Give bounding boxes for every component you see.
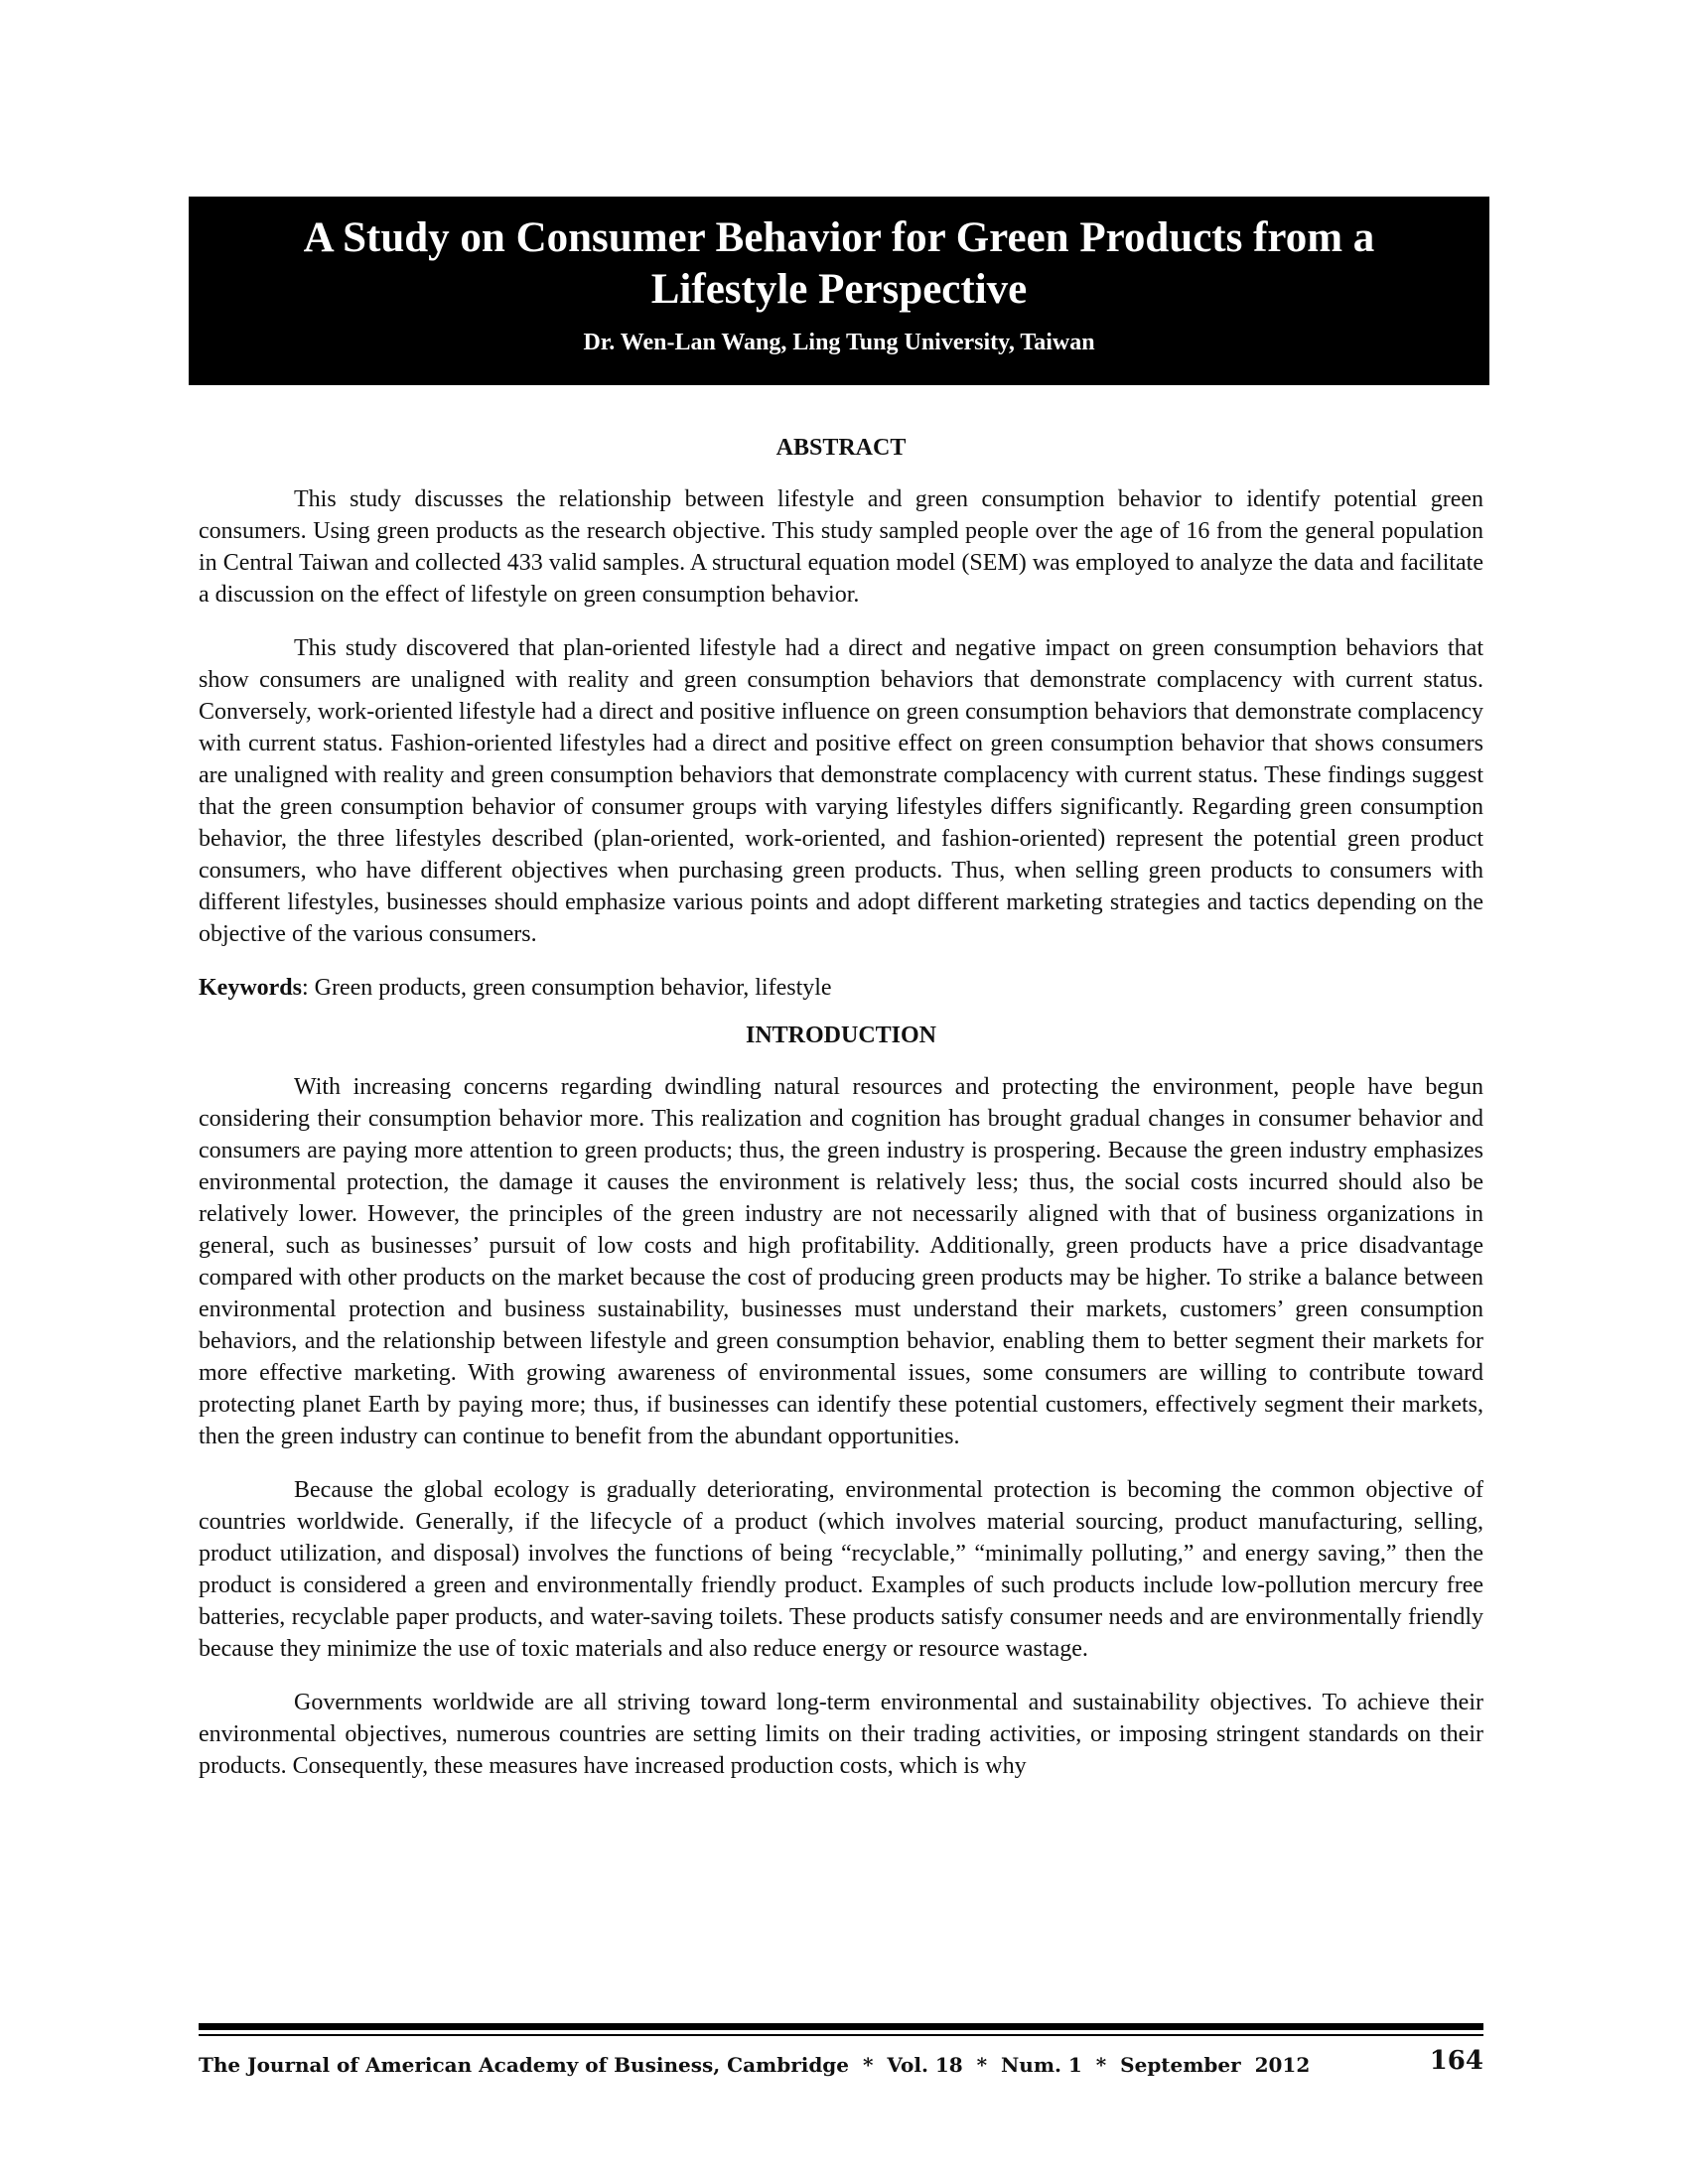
footer-rule-thick: [199, 2023, 1483, 2030]
paper-title: A Study on Consumer Behavior for Green Products from a Lifestyle Perspective: [303, 214, 1375, 313]
footer-rule-thin: [199, 2034, 1483, 2036]
introduction-paragraph-3: Governments worldwide are all striving toward long-term environmental and sustainability objectives. To achieve their environmental objectives, numerous countries are setting limits on their trading activities, or imposing stringent standards on their products. Consequently, these measures have increased production costs, which is why: [199, 1690, 1483, 1779]
keywords-text: : Green products, green consumption behavior, lifestyle: [302, 975, 832, 1001]
paper-body: [199, 432, 1483, 1804]
introduction-heading: INTRODUCTION: [745, 1023, 937, 1048]
page-number: 164: [1429, 2046, 1483, 2076]
keywords-line: [199, 972, 1483, 1004]
introduction-paragraph-1: With increasing concerns regarding dwindling natural resources and protecting the environment, people have begun considering their consumption behavior more. This realization and cognition has brought gradual changes in consumer behavior and consumers are paying more attention to green products; thus, the green industry is prospering. Because the green industry emphasizes environmental protection, the damage it causes the environment is relatively less; thus, the social costs incurred should also be relatively lower. However, the principles of the green industry are not necessarily aligned with that of business organizations in general, such as businesses’ pursuit of low costs and high profitability. Additionally, green products have a price disadvantage compared with other products on the market because the cost of producing green products may be higher. To strike a balance between environmental protection and business sustainability, businesses must understand their markets, customers’ green consumption behaviors, and the relationship between lifestyle and green consumption behavior, enabling them to better segment their markets for more effective marketing. With growing awareness of environmental issues, some consumers are willing to contribute toward protecting planet Earth by paying more; thus, if businesses can identify these potential customers, effectively segment their markets, then the green industry can continue to benefit from the abundant opportunities.: [199, 1074, 1483, 1449]
abstract-paragraph-1: This study discusses the relationship between lifestyle and green consumption behavior to identify potential green consumers. Using green products as the research objective. This study sampled people over the age of 16 from the general population in Central Taiwan and collected 433 valid samples. A structural equation model (SEM) was employed to analyze the data and facilitate a discussion on the effect of lifestyle on green consumption behavior.: [199, 486, 1483, 608]
abstract-paragraph-2: This study discovered that plan-oriented lifestyle had a direct and negative impact on green consumption behaviors that show consumers are unaligned with reality and green consumption behaviors that demonstrate complacency with current status. Conversely, work-oriented lifestyle had a direct and positive influence on green consumption behaviors that demonstrate complacency with current status. Fashion-oriented lifestyles had a direct and positive effect on green consumption behavior that shows consumers are unaligned with reality and green consumption behaviors that demonstrate complacency with current status. These findings suggest that the green consumption behavior of consumer groups with varying lifestyles differs significantly. Regarding green consumption behavior, the three lifestyles described (plan-oriented, work-oriented, and fashion-oriented) represent the potential green product consumers, who have different objectives when purchasing green products. Thus, when selling green products to consumers with different lifestyles, businesses should emphasize various points and adopt different marketing strategies and tactics depending on the objective of the various consumers.: [199, 635, 1483, 947]
title-banner: [189, 197, 1489, 385]
author-line: Dr. Wen-Lan Wang, Ling Tung University, Taiwan: [583, 330, 1095, 355]
journal-citation: The Journal of American Academy of Business, Cambridge * Vol. 18 * Num. 1 * September 2012: [199, 2053, 1311, 2077]
introduction-paragraph-2: Because the global ecology is gradually deteriorating, environmental protection is becoming the common objective of countries worldwide. Generally, if the lifecycle of a product (which involves material sourcing, product manufacturing, selling, product utilization, and disposal) involves the functions of being “recyclable,” “minimally polluting,” and energy saving,” then the product is considered a green and environmentally friendly product. Examples of such products include low-pollution mercury free batteries, recyclable paper products, and water-saving toilets. These products satisfy consumer needs and are environmentally friendly because they minimize the use of toxic materials and also reduce energy or resource wastage.: [199, 1477, 1483, 1662]
keywords-label: Keywords: [199, 975, 302, 1001]
abstract-heading: ABSTRACT: [775, 435, 907, 461]
